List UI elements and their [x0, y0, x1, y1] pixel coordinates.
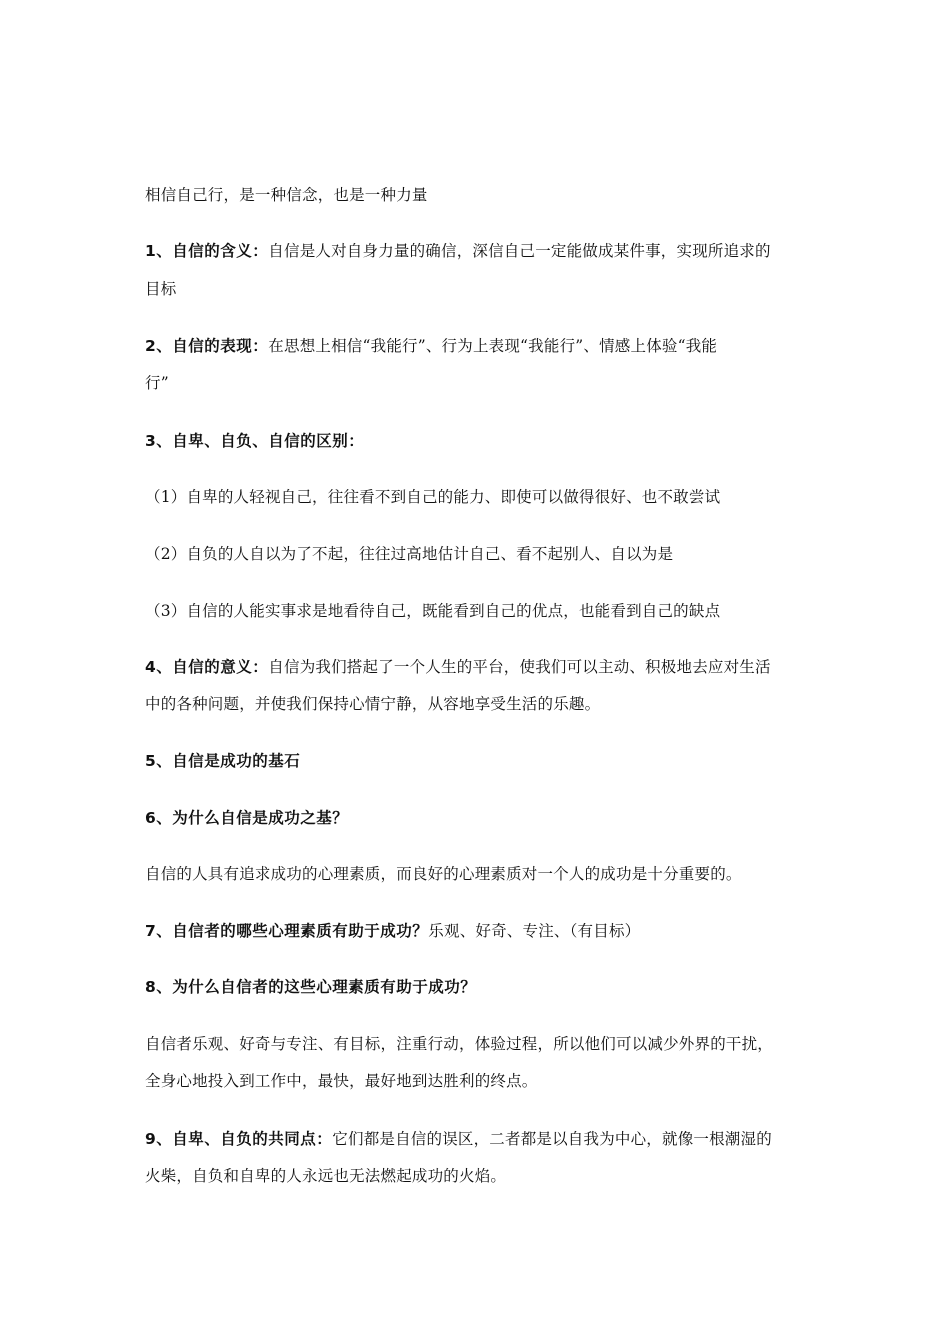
item-2-line-2: 行” [145, 374, 169, 392]
item-2-text: 在思想上相信“我能行”、行为上表现“我能行”、情感上体验“我能 [268, 337, 718, 355]
item-8-answer-line-2: 全身心地投入到工作中，最快，最好地到达胜利的终点。 [145, 1072, 538, 1090]
item-2-heading: 2、自信的表现： [145, 337, 269, 355]
item-3-sub-2: （2）自负的人自以为了不起，往往过高地估计自己、看不起别人、自以为是 [145, 545, 674, 563]
item-3-sub-1: （1）自卑的人轻视自己，往往看不到自己的能力、即使可以做得很好、也不敢尝试 [145, 488, 721, 506]
document-title: 相信自己行，是一种信念，也是一种力量 [145, 186, 428, 204]
item-8-heading: 8、为什么自信者的这些心理素质有助于成功？ [145, 978, 477, 996]
item-6-answer: 自信的人具有追求成功的心理素质，而良好的心理素质对一个人的成功是十分重要的。 [145, 865, 742, 883]
item-6-heading: 6、为什么自信是成功之基？ [145, 809, 349, 827]
item-9-text: 它们都是自信的误区，二者都是以自我为中心，就像一根潮湿的 [332, 1130, 772, 1148]
item-9-line-1 [145, 1129, 813, 1149]
item-3-heading: 3、自卑、自负、自信的区别： [145, 432, 365, 450]
item-4-heading: 4、自信的意义： [145, 658, 269, 676]
item-9-heading: 9、自卑、自负的共同点： [145, 1130, 333, 1148]
item-4-line-1 [145, 657, 813, 677]
item-1-heading: 1、自信的含义： [145, 242, 269, 260]
item-7-text: 乐观、好奇、专注、（有目标） [428, 922, 641, 940]
item-4-line-2: 中的各种问题，并使我们保持心情宁静，从容地享受生活的乐趣。 [145, 695, 601, 713]
item-1-text: 自信是人对自身力量的确信，深信自己一定能做成某件事，实现所追求的 [268, 242, 771, 260]
item-7-line [145, 921, 813, 941]
item-7-heading: 7、自信者的哪些心理素质有助于成功？ [145, 922, 429, 940]
item-2-line-1 [145, 336, 813, 356]
item-1-line-1 [145, 241, 813, 261]
item-8-answer-line-1: 自信者乐观、好奇与专注、有目标，注重行动，体验过程，所以他们可以减少外界的干扰， [145, 1035, 774, 1053]
item-1-line-2: 目标 [145, 280, 177, 298]
item-3-sub-3: （3）自信的人能实事求是地看待自己，既能看到自己的优点，也能看到自己的缺点 [145, 602, 721, 620]
item-4-text: 自信为我们搭起了一个人生的平台，使我们可以主动、积极地去应对生活 [268, 658, 771, 676]
item-9-line-2: 火柴，自负和自卑的人永远也无法燃起成功的火焰。 [145, 1167, 507, 1185]
item-5-heading: 5、自信是成功的基石 [145, 752, 301, 770]
